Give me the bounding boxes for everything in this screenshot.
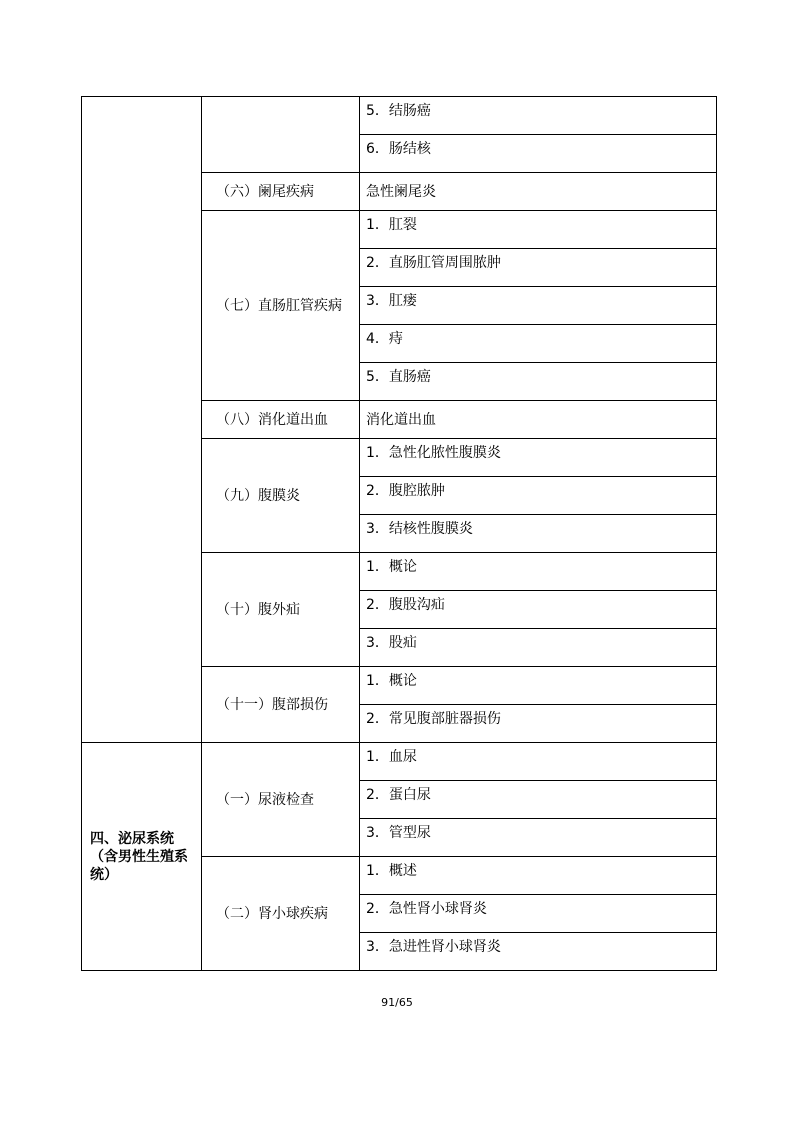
table-row xyxy=(82,743,717,781)
item-cell: 1．血尿 xyxy=(360,743,717,781)
unit-cell: （二）肾小球疾病 xyxy=(202,857,360,971)
item-cell: 5．结肠癌 xyxy=(360,97,717,135)
item-cell: 3．肛瘘 xyxy=(360,287,717,325)
system-cell xyxy=(82,743,202,971)
unit-cell: （六）阑尾疾病 xyxy=(202,173,360,211)
item-cell: 2．急性肾小球肾炎 xyxy=(360,895,717,933)
unit-cell-continued xyxy=(202,97,360,173)
item-cell: 1．概述 xyxy=(360,857,717,895)
item-cell: 2．蛋白尿 xyxy=(360,781,717,819)
system-title-line: （含男性生殖系 xyxy=(90,848,188,865)
unit-cell: （八）消化道出血 xyxy=(202,401,360,439)
item-cell: 2．直肠肛管周围脓肿 xyxy=(360,249,717,287)
item-cell: 消化道出血 xyxy=(360,401,717,439)
item-cell: 1．肛裂 xyxy=(360,211,717,249)
item-cell: 6．肠结核 xyxy=(360,135,717,173)
unit-cell: （九）腹膜炎 xyxy=(202,439,360,553)
item-cell: 3．管型尿 xyxy=(360,819,717,857)
item-cell: 2．常见腹部脏器损伤 xyxy=(360,705,717,743)
item-cell: 3．结核性腹膜炎 xyxy=(360,515,717,553)
unit-cell: （十）腹外疝 xyxy=(202,553,360,667)
unit-cell: （一）尿液检查 xyxy=(202,743,360,857)
item-cell: 2．腹腔脓肿 xyxy=(360,477,717,515)
system-cell-continued xyxy=(82,97,202,743)
item-cell: 2．腹股沟疝 xyxy=(360,591,717,629)
system-title-line: 统） xyxy=(90,866,118,883)
item-cell: 4．痔 xyxy=(360,325,717,363)
item-cell: 1．概论 xyxy=(360,553,717,591)
table-row xyxy=(82,97,717,135)
item-cell: 1．概论 xyxy=(360,667,717,705)
unit-cell: （七）直肠肛管疾病 xyxy=(202,211,360,401)
item-cell: 急性阑尾炎 xyxy=(360,173,717,211)
system-title-line: 四、泌尿系统 xyxy=(90,830,174,847)
item-cell: 1．急性化脓性腹膜炎 xyxy=(360,439,717,477)
item-cell: 3．急进性肾小球肾炎 xyxy=(360,933,717,971)
unit-cell: （十一）腹部损伤 xyxy=(202,667,360,743)
page-number: 91/65 xyxy=(381,996,413,1009)
syllabus-table xyxy=(81,96,717,971)
item-cell: 5．直肠癌 xyxy=(360,363,717,401)
item-cell: 3．股疝 xyxy=(360,629,717,667)
